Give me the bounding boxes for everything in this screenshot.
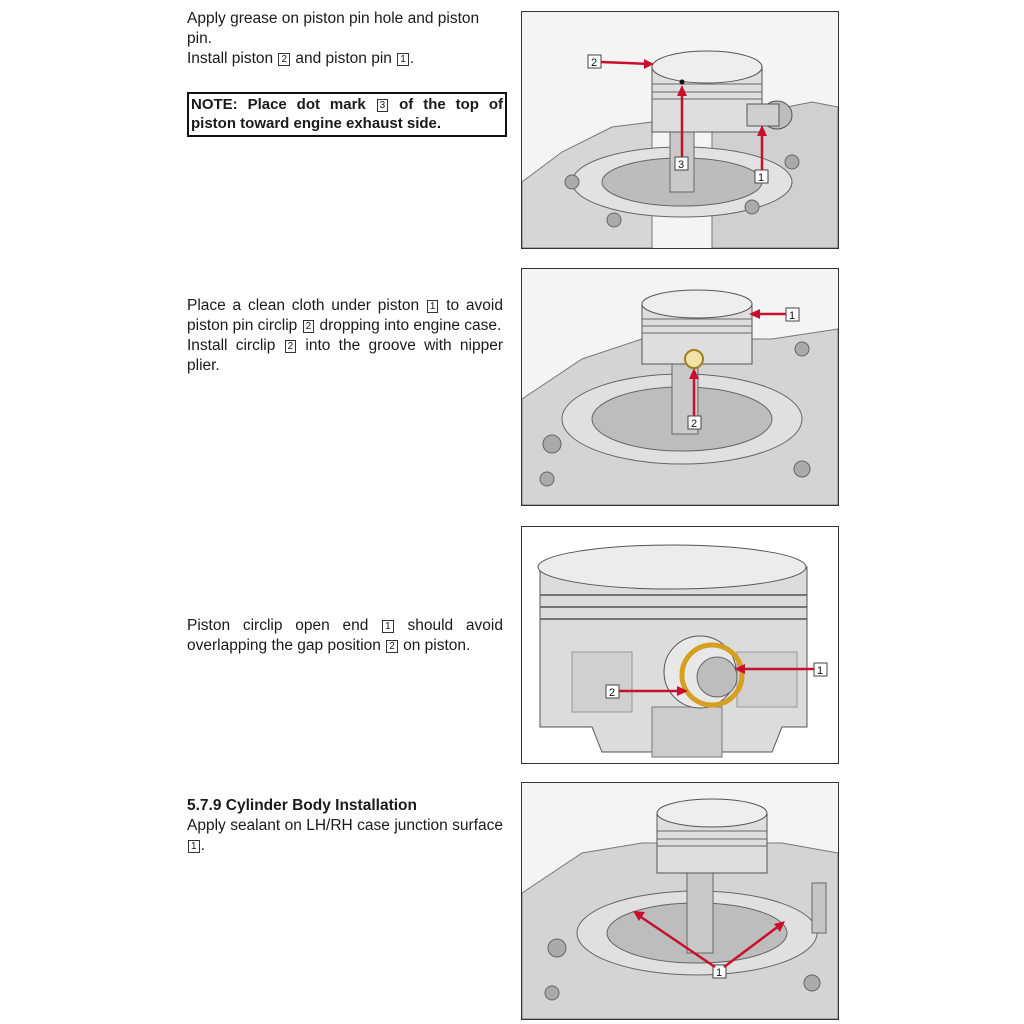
step-2-p1-post: dropping into engine case. [319,317,502,334]
callout-2: 2 [609,687,616,699]
note-post: of the top of piston toward engine exhaust side. [191,96,503,132]
step-4-pre: Apply sealant on LH/RH case junction surface [187,817,503,834]
step-1-line-2-pre: Install piston [187,50,274,67]
step-2-para-2 [187,336,503,376]
step-3-pre: Piston circlip open end [187,617,369,634]
callout-2: 2 [691,418,698,430]
ref-box: 2 [278,53,290,66]
ref-box: 1 [427,300,439,313]
step-3-para [187,616,503,656]
step-2-p1-mid: to avoid piston pin circlip [187,297,503,334]
step-4-post: . [200,837,205,854]
section-heading: 5.7.9 Cylinder Body Installation [187,797,417,814]
step-2-p2-post: into the groove with nipper plier. [187,337,503,374]
callout-1: 1 [789,310,796,322]
callout-3: 3 [678,159,685,171]
step-1-line-2 [187,49,503,69]
note-box [187,92,507,137]
ref-box: 1 [382,620,394,633]
ref-box: 3 [377,99,389,112]
step-4-para [187,816,503,856]
step-2-p2-pre: Install circlip [187,337,276,354]
figure-piston-install [521,11,839,249]
figure-sealant-surface [521,782,839,1020]
callout-1: 1 [758,172,765,184]
callout-2: 2 [591,57,598,69]
ref-box: 1 [397,53,409,66]
step-4-text [187,796,503,856]
step-3-post: on piston. [403,637,471,654]
note-pre: NOTE: Place dot mark [191,96,366,113]
ref-box: 1 [188,840,200,853]
figure-circlip-gap [521,526,839,764]
callout-1: 1 [716,967,723,979]
step-1-line-2-post: . [409,50,415,67]
step-2-text [187,296,503,376]
step-2-p1-pre: Place a clean cloth under piston [187,297,420,314]
step-1-line-2-mid: and piston pin [295,50,392,67]
ref-box: 2 [386,640,398,653]
step-1-text [187,9,503,69]
step-2-para-1 [187,296,503,336]
step-1-line-1: Apply grease on piston pin hole and piston pin. [187,10,480,47]
ref-box: 2 [303,320,315,333]
step-3-mid: should avoid overlapping the gap position [187,617,503,654]
ref-box: 2 [285,340,297,353]
step-3-text [187,616,503,656]
callout-1: 1 [817,665,824,677]
figure-circlip-install [521,268,839,506]
